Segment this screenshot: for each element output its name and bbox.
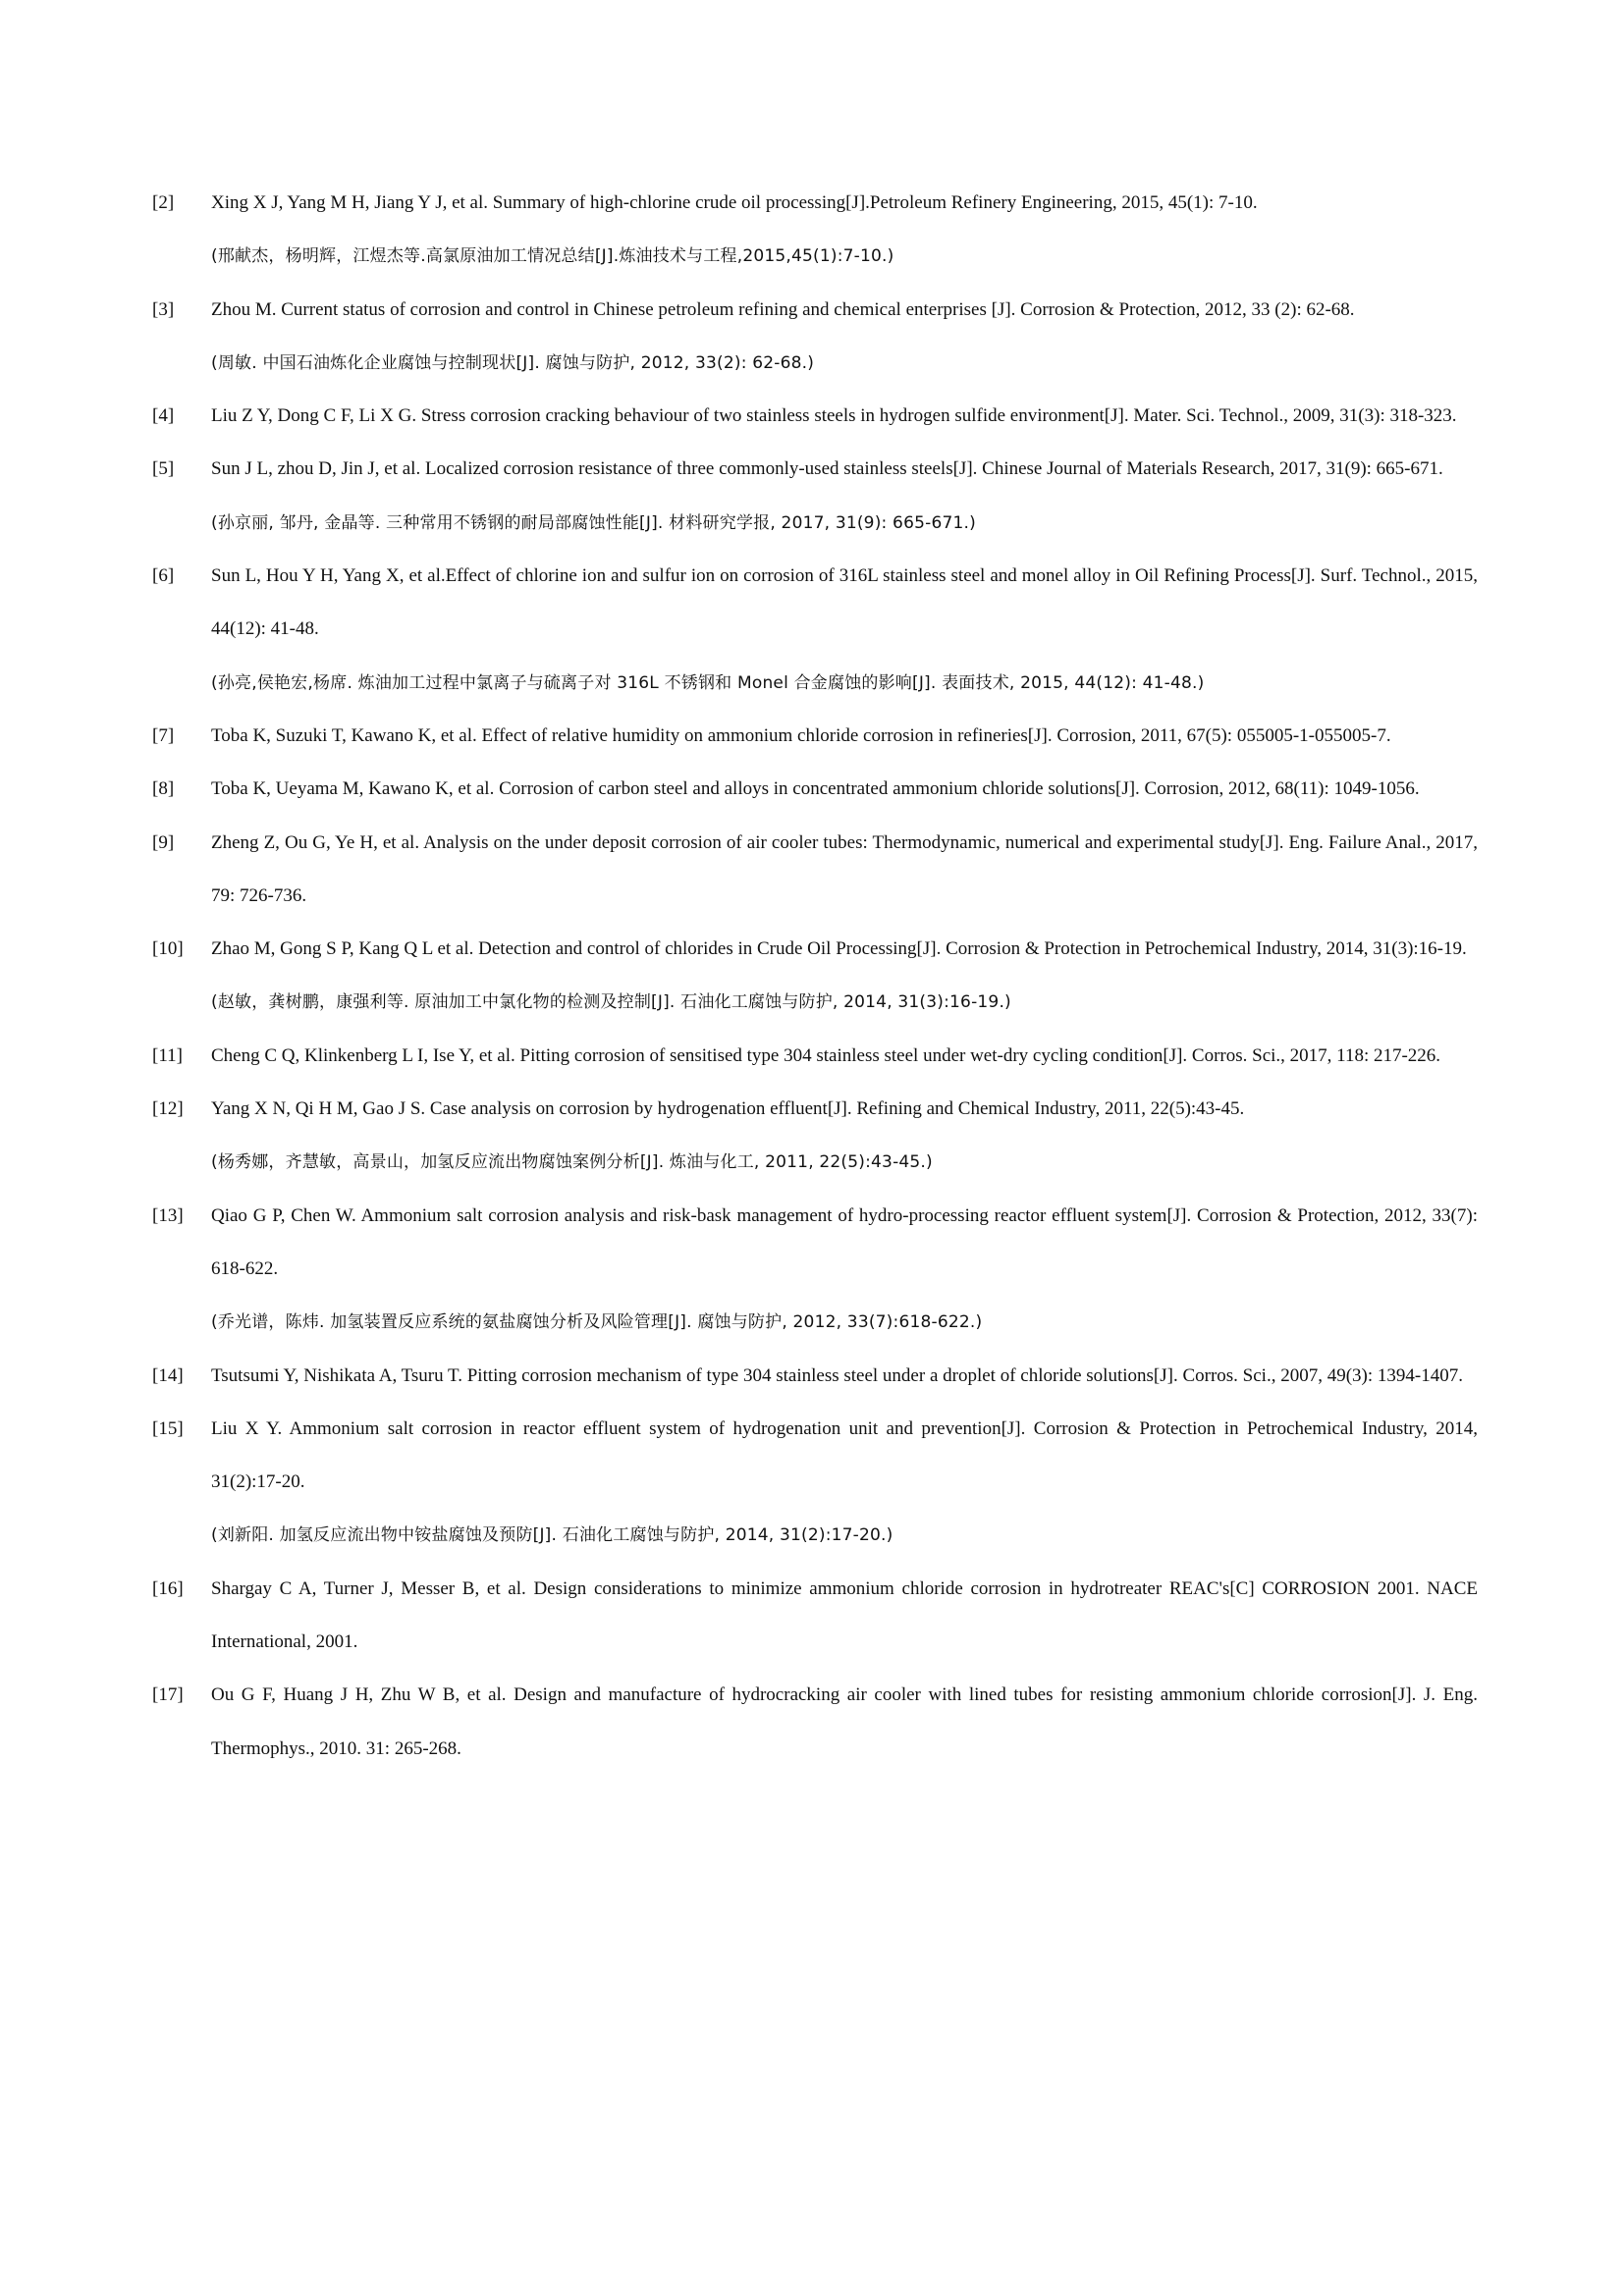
reference-citation-text: Zhao M, Gong S P, Kang Q L et al. Detection and control of chlorides in Crude Oil Processing[J]. Corrosion & Protection in Petrochemical Industry, 2014, 31(3):16-19. <box>211 938 1467 960</box>
reference-citation-text: Sun L, Hou Y H, Yang X, et al.Effect of chlorine ion and sulfur ion on corrosion of 316L stainless steel and monel alloy in Oil Refining Process[J]. Surf. Technol., 2015, 44(12): 41-48. <box>211 565 1478 640</box>
reference-number: [8] <box>152 778 175 800</box>
reference-number: [11] <box>152 1044 183 1066</box>
reference-number: [15] <box>152 1417 184 1439</box>
reference-chinese-translation: (刘新阳. 加氢反应流出物中铵盐腐蚀及预防[J]. 石油化工腐蚀与防护, 2014, 31(2):17-20.) <box>211 1525 893 1546</box>
reference-body <box>211 1030 1478 1083</box>
reference-entry <box>152 1563 1478 1670</box>
reference-number: [4] <box>152 405 175 427</box>
reference-entry <box>152 177 1478 284</box>
reference-list <box>152 177 1478 1776</box>
reference-body <box>211 1350 1478 1403</box>
reference-citation-text: Yang X N, Qi H M, Gao J S. Case analysis on corrosion by hydrogenation effluent[J]. Refining and Chemical Industry, 2011, 22(5):43-45. <box>211 1098 1245 1120</box>
reference-entry <box>152 284 1478 391</box>
reference-entry <box>152 443 1478 550</box>
reference-body <box>211 710 1478 763</box>
reference-body <box>211 817 1478 924</box>
reference-body <box>211 1669 1478 1776</box>
reference-body <box>211 763 1478 816</box>
reference-number: [9] <box>152 831 175 853</box>
reference-entry <box>152 390 1478 443</box>
reference-chinese-translation: (邢献杰，杨明辉，江煜杰等.高氯原油加工情况总结[J].炼油技术与工程,2015,45(1):7-10.) <box>211 246 894 267</box>
reference-citation-text: Liu Z Y, Dong C F, Li X G. Stress corrosion cracking behaviour of two stainless steels in hydrogen sulfide environment[J]. Mater. Sci. Technol., 2009, 31(3): 318-323. <box>211 405 1457 427</box>
reference-citation-text: Liu X Y. Ammonium salt corrosion in reactor effluent system of hydrogenation unit and prevention[J]. Corrosion & Protection in Petrochemical Industry, 2014, 31(2):17-20. <box>211 1417 1478 1493</box>
reference-number: [16] <box>152 1577 184 1599</box>
reference-citation-text: Qiao G P, Chen W. Ammonium salt corrosion analysis and risk-bask management of hydro-processing reactor effluent system[J]. Corrosion & Protection, 2012, 33(7): 618-622. <box>211 1204 1478 1279</box>
reference-entry <box>152 1669 1478 1776</box>
reference-number: [12] <box>152 1098 184 1120</box>
reference-number: [3] <box>152 298 175 320</box>
reference-chinese-translation: (杨秀娜，齐慧敏，高景山，加氢反应流出物腐蚀案例分析[J]. 炼油与化工, 2011, 22(5):43-45.) <box>211 1152 933 1173</box>
reference-citation-text: Zhou M. Current status of corrosion and control in Chinese petroleum refining and chemical enterprises [J]. Corrosion & Protection, 2012, 33 (2): 62-68. <box>211 298 1355 320</box>
reference-body <box>211 284 1478 391</box>
reference-body <box>211 1190 1478 1350</box>
reference-chinese-translation: (孙亮,侯艳宏,杨席. 炼油加工过程中氯离子与硫离子对 316L 不锈钢和 Monel 合金腐蚀的影响[J]. 表面技术, 2015, 44(12): 41-48.) <box>211 672 1205 693</box>
reference-number: [13] <box>152 1204 184 1226</box>
reference-body <box>211 390 1478 443</box>
reference-citation-text: Ou G F, Huang J H, Zhu W B, et al. Design and manufacture of hydrocracking air cooler with lined tubes for resisting ammonium chloride corrosion[J]. J. Eng. Thermophys., 2010. 31: 265-268. <box>211 1684 1478 1759</box>
reference-body <box>211 177 1478 284</box>
reference-body <box>211 1403 1478 1563</box>
reference-number: [10] <box>152 938 184 960</box>
reference-chinese-translation: (孙京丽, 邹丹, 金晶等. 三种常用不锈钢的耐局部腐蚀性能[J]. 材料研究学报, 2017, 31(9): 665-671.) <box>211 512 976 533</box>
reference-entry <box>152 1350 1478 1403</box>
reference-entry <box>152 817 1478 924</box>
reference-citation-text: Cheng C Q, Klinkenberg L I, Ise Y, et al. Pitting corrosion of sensitised type 304 stainless steel under wet-dry cycling condition[J]. Corros. Sci., 2017, 118: 217-226. <box>211 1044 1441 1066</box>
reference-entry <box>152 710 1478 763</box>
reference-entry <box>152 1030 1478 1083</box>
reference-citation-text: Toba K, Ueyama M, Kawano K, et al. Corrosion of carbon steel and alloys in concentrated ammonium chloride solutions[J]. Corrosion, 2012, 68(11): 1049-1056. <box>211 778 1420 800</box>
reference-chinese-translation: (周敏. 中国石油炼化企业腐蚀与控制现状[J]. 腐蚀与防护, 2012, 33(2): 62-68.) <box>211 352 815 373</box>
reference-number: [17] <box>152 1684 184 1706</box>
reference-body <box>211 1083 1478 1190</box>
reference-body <box>211 443 1478 550</box>
reference-body <box>211 550 1478 710</box>
reference-entry <box>152 550 1478 710</box>
reference-number: [7] <box>152 724 175 746</box>
reference-citation-text: Zheng Z, Ou G, Ye H, et al. Analysis on the under deposit corrosion of air cooler tubes: Thermodynamic, numerical and experimental study[J]. Eng. Failure Anal., 2017, 79: 726-736. <box>211 831 1478 906</box>
reference-entry <box>152 923 1478 1030</box>
reference-citation-text: Sun J L, zhou D, Jin J, et al. Localized corrosion resistance of three commonly-used stainless steels[J]. Chinese Journal of Materials Research, 2017, 31(9): 665-671. <box>211 458 1443 480</box>
reference-entry <box>152 1403 1478 1563</box>
reference-number: [6] <box>152 565 175 587</box>
reference-citation-text: Shargay C A, Turner J, Messer B, et al. Design considerations to minimize ammonium chloride corrosion in hydrotreater REAC's[C] CORROSION 2001. NACE International, 2001. <box>211 1577 1478 1653</box>
reference-citation-text: Toba K, Suzuki T, Kawano K, et al. Effect of relative humidity on ammonium chloride corrosion in refineries[J]. Corrosion, 2011, 67(5): 055005-1-055005-7. <box>211 724 1391 746</box>
reference-number: [5] <box>152 458 175 480</box>
reference-entry <box>152 1190 1478 1350</box>
reference-citation-text: Xing X J, Yang M H, Jiang Y J, et al. Summary of high-chlorine crude oil processing[J].Petroleum Refinery Engineering, 2015, 45(1): 7-10. <box>211 192 1258 213</box>
reference-body <box>211 1563 1478 1670</box>
reference-number: [14] <box>152 1364 184 1386</box>
reference-chinese-translation: (乔光谱，陈炜. 加氢装置反应系统的氨盐腐蚀分析及风险管理[J]. 腐蚀与防护, 2012, 33(7):618-622.) <box>211 1312 983 1333</box>
reference-chinese-translation: (赵敏，龚树鹏，康强利等. 原油加工中氯化物的检测及控制[J]. 石油化工腐蚀与防护, 2014, 31(3):16-19.) <box>211 992 1011 1013</box>
reference-citation-text: Tsutsumi Y, Nishikata A, Tsuru T. Pitting corrosion mechanism of type 304 stainless steel under a droplet of chloride solutions[J]. Corros. Sci., 2007, 49(3): 1394-1407. <box>211 1364 1463 1386</box>
reference-entry <box>152 763 1478 816</box>
reference-entry <box>152 1083 1478 1190</box>
reference-body <box>211 923 1478 1030</box>
reference-number: [2] <box>152 192 175 213</box>
